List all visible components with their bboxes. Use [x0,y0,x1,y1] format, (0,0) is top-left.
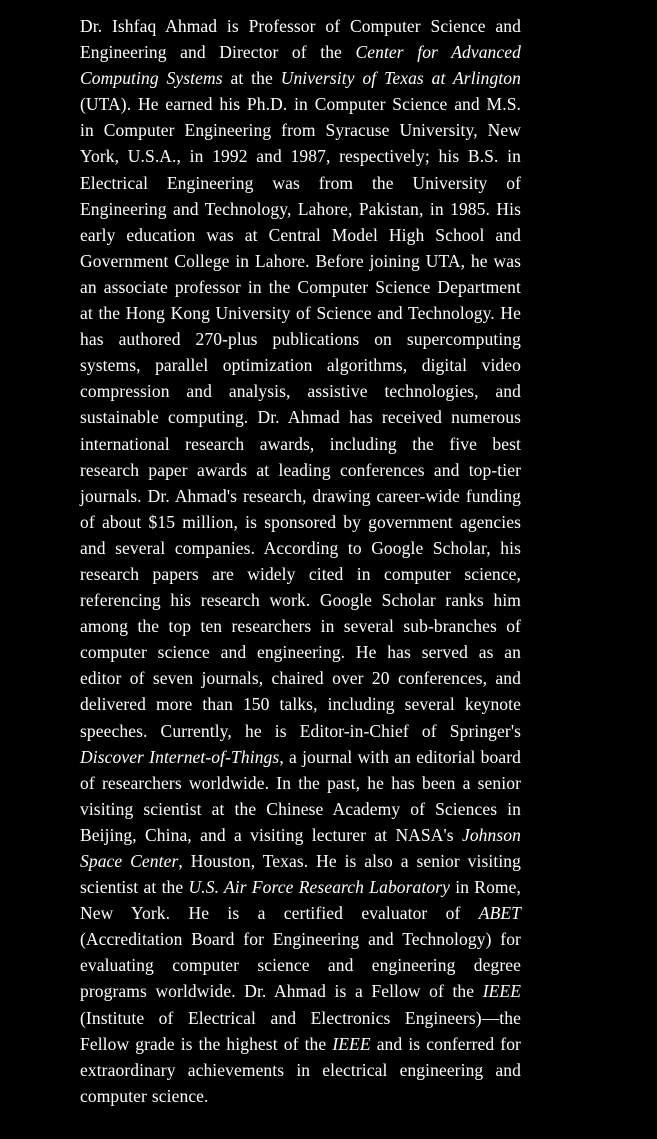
text-segment: (Institute of Electrical and Electronics Engineers)—the Fellow grade is the highest of the [80,1007,521,1054]
italic-text-segment: IEEE [482,981,521,1002]
text-segment: (UTA). He earned his Ph.D. in Computer Science and M.S. in Computer Engineering from Syracuse University, New York, U.S.A., in 1992 and 1987, respectively; his B.S. in Electrical Engineering was from the University of Engineering and Technology, Lahore, Pakistan, in 1985. His early education was at Central Model High School and Government College in Lahore. Before joining UTA, he was an associate professor in the Computer Science Department at the Hong Kong University of Science and Technology. He has authored 270-plus publications on supercomputing systems, parallel optimization algorithms, digital video compression and analysis, assistive technologies, and sustainable computing. Dr. Ahmad has received numerous international research awards, including the five best research paper awards at leading conferences and top-tier journals. Dr. Ahmad's research, drawing career-wide funding of about $15 million, is sponsored by government agencies and several companies. According to Google Scholar, his research papers are widely cited in computer science, referencing his research work. Google Scholar ranks him among the top ten researchers in several sub-branches of computer science and engineering. He has served as an editor of seven journals, chaired over 20 conferences, and delivered more than 150 talks, including several keynote speeches. Currently, he is Editor-in-Chief of Springer's [80,94,521,741]
text-segment: Dr. Ishfaq Ahmad is Professor of Computer Science and Engineering and Director of the [80,16,521,63]
italic-text-segment: Johnson Space Center [80,824,521,871]
text-segment: in Rome, New York. He is a certified evaluator of [80,877,521,924]
text-segment: and is conferred for extraordinary achievements in electrical engineering and computer science. [80,1033,521,1106]
italic-text-segment: University of Texas at Arlington [280,68,522,89]
italic-text-segment: IEEE [332,1033,371,1054]
text-segment: at the [222,68,281,89]
italic-text-segment: ABET [478,903,521,924]
italic-text-segment: Center for Advanced Computing Systems [80,42,521,89]
italic-text-segment: U.S. Air Force Research Laboratory [188,877,450,898]
text-segment: , a journal with an editorial board of researchers worldwide. In the past, he has been a senior visiting scientist at the Chinese Academy of Sciences in Beijing, China, and a visiting lecturer at NASA's [80,746,521,845]
text-segment: , Houston, Texas. He is also a senior visiting scientist at the [80,851,521,898]
biography-paragraph [80,13,521,1109]
italic-text-segment: Discover Internet-of-Things [80,746,280,767]
text-segment: (Accreditation Board for Engineering and Technology) for evaluating computer science and engineering degree programs worldwide. Dr. Ahmad is a Fellow of the [80,929,521,1002]
